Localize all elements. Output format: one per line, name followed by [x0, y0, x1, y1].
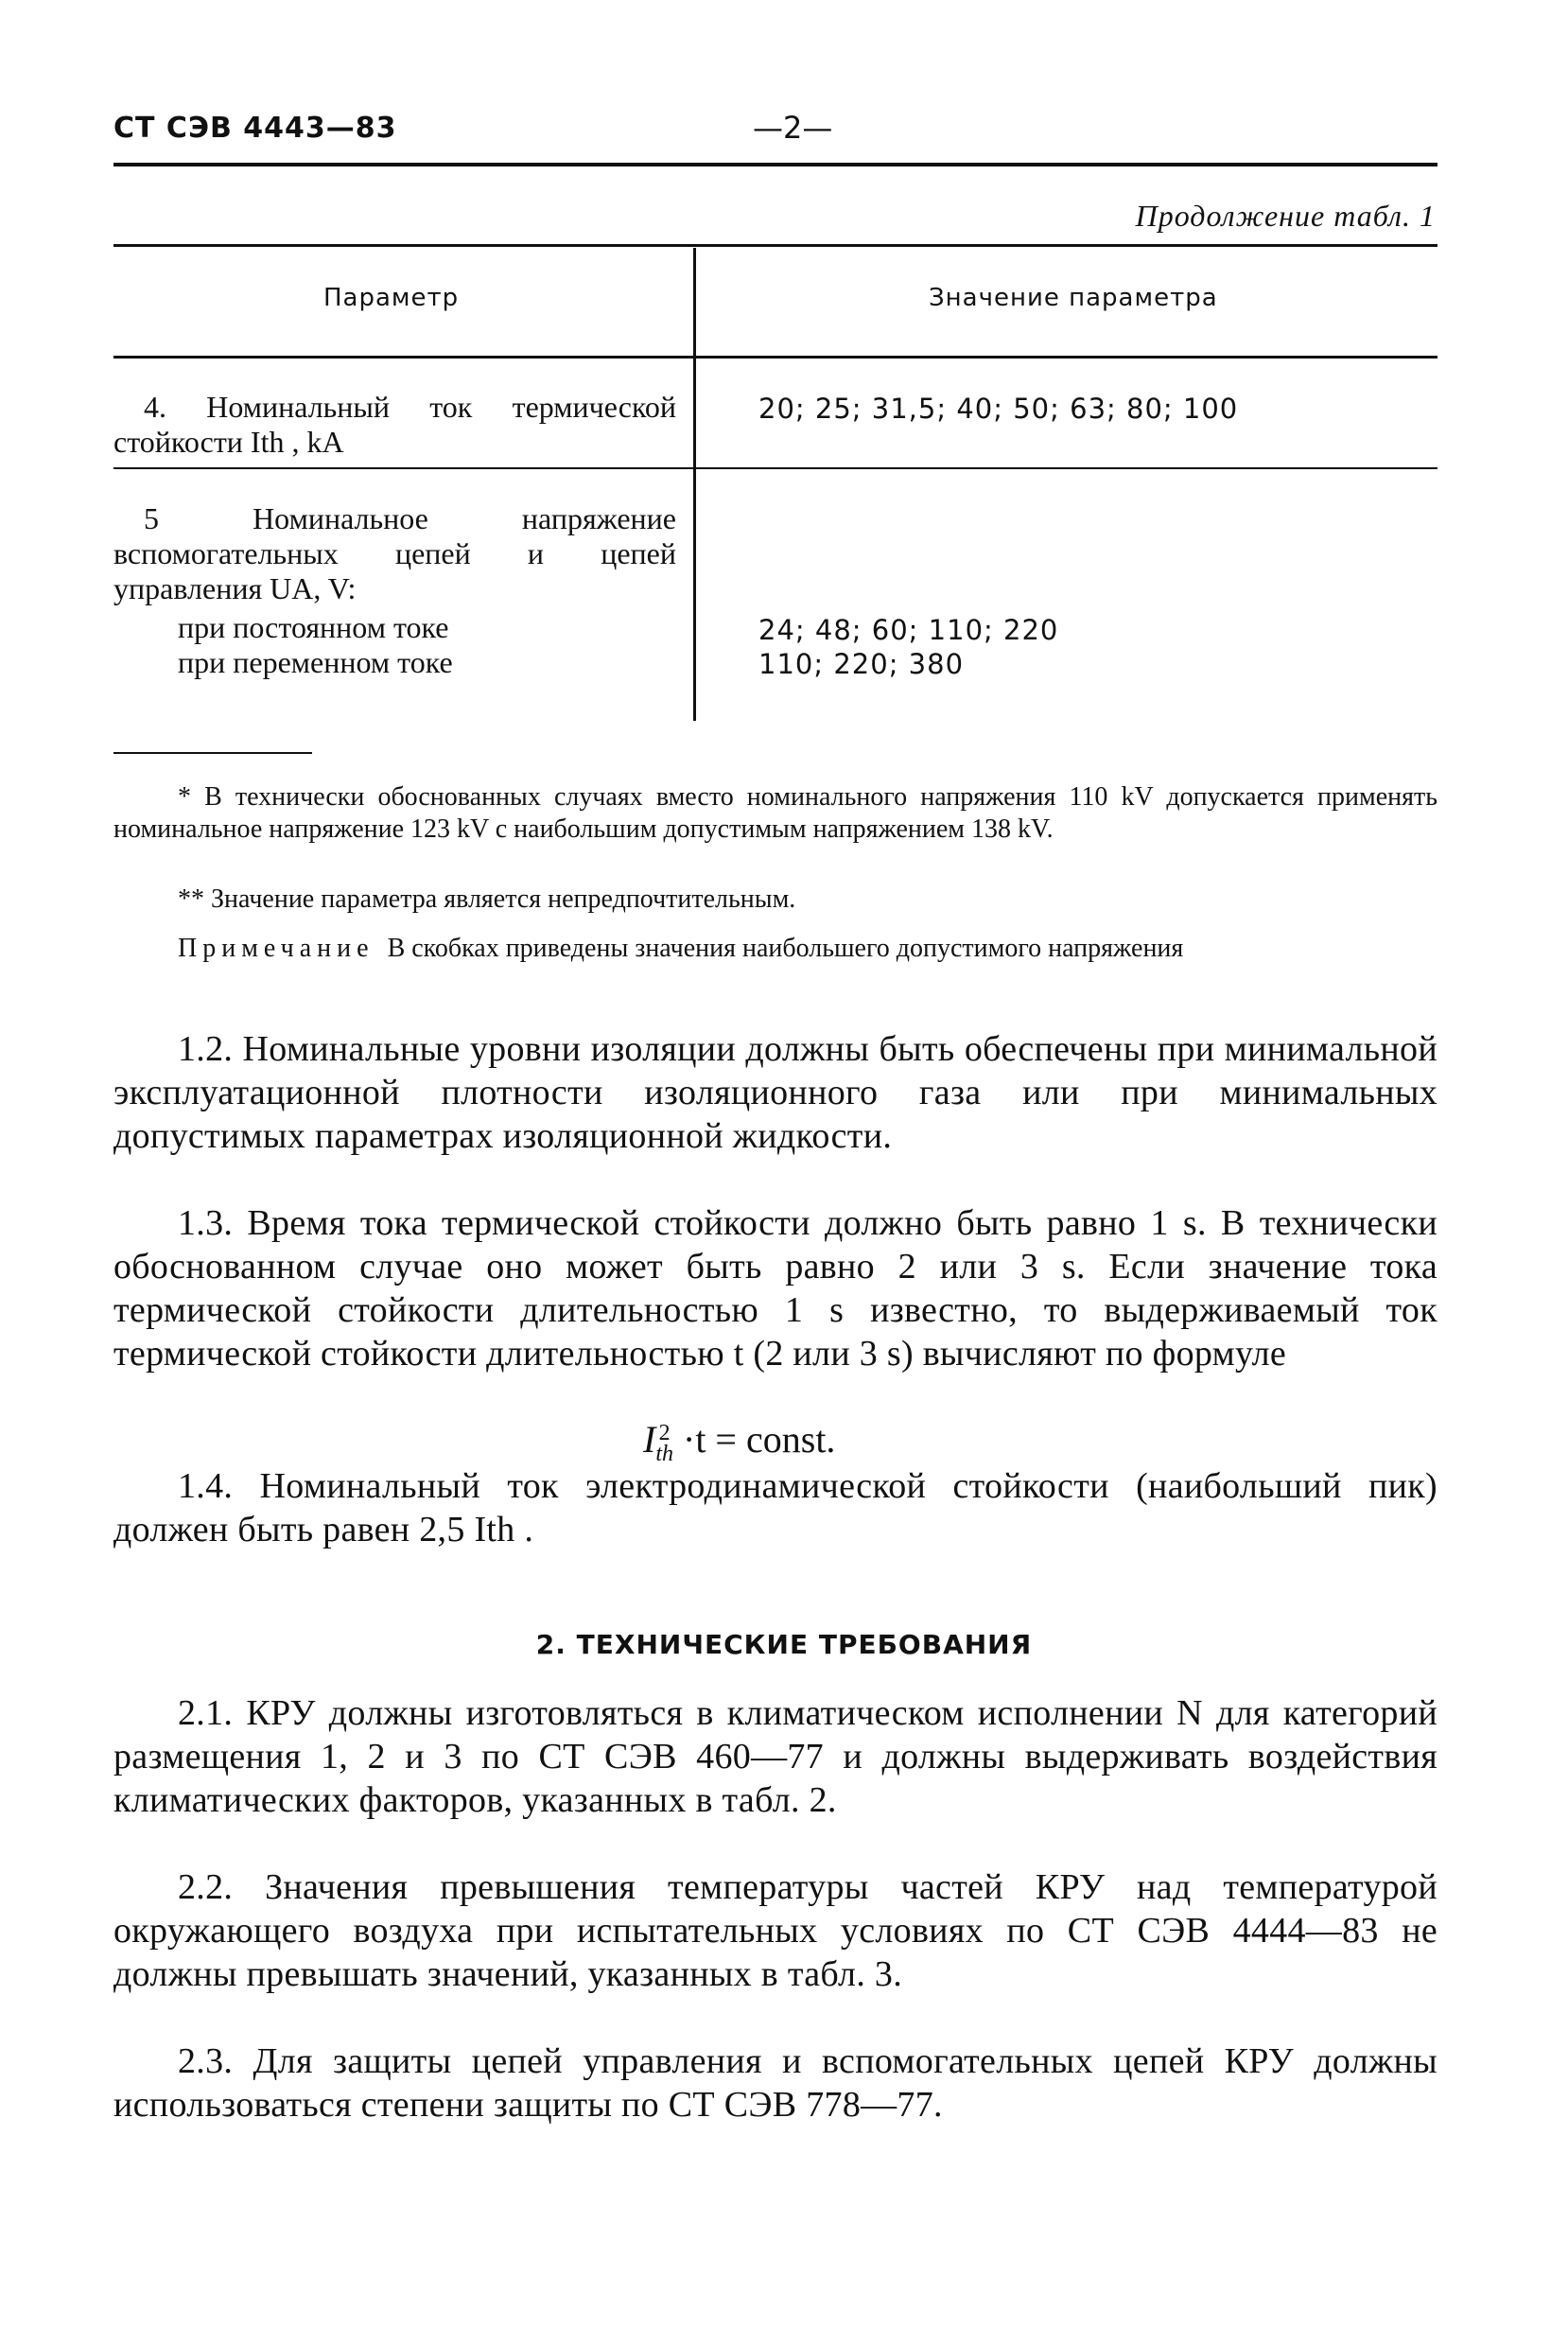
table-header-value: Значение параметра	[929, 284, 1218, 312]
table-row-param: 4. Номинальный ток термической стойкости Ith , kA	[113, 390, 676, 459]
table-row-param: 5 Номинальное напряжение вспомогательных цепей и цепей управления UA, V:	[113, 501, 676, 605]
formula: I 2 th ·t = const.	[643, 1418, 836, 1466]
table-subrow-param: при переменном токе	[178, 645, 453, 679]
paragraph-1-4: 1.4. Номинальный ток электродинамической стойкости (наибольший пик) должен быть равен 2,5 Ith .	[113, 1466, 1437, 1549]
table-column-divider	[693, 248, 696, 721]
table-top-border	[113, 244, 1437, 247]
footnote: * В технически обоснованных случаях вместо номинального напряжения 110 kV допускается применять номинальное напряжение 123 kV с наибольшим допустимым напряжением 138 kV.	[113, 782, 1437, 844]
paragraph-1-3: 1.3. Время тока термической стойкости должно быть равно 1 s. В технически обоснованном случае оно может быть равно 2 или 3 s. Если значение тока термической стойкости длительностью 1 s известно, то выдерживаемый ток термической стойкости длительностью t (2 или 3 s) вычисляют по формуле	[113, 1203, 1437, 1374]
table-subrow-param: при постоянном токе	[178, 610, 449, 644]
footnote: ** Значение параметра является непредпочтительным.	[178, 884, 796, 914]
table-remark	[113, 933, 1437, 965]
paragraph-2-2: 2.2. Значения превышения температуры частей КРУ над температурой окружающего воздуха при испытательных условиях по СТ СЭВ 4444—83 не должны превышать значений, указанных в табл. 3.	[113, 1867, 1437, 1994]
page-number: —2—	[753, 110, 833, 146]
table-header-param: Параметр	[323, 284, 460, 312]
paragraph-2-1: 2.1. КРУ должны изготовляться в климатическом исполнении N для категорий размещения 1, 2 и 3 по СТ СЭВ 460—77 и должны выдерживать воздействия климатических факторов, указанных в табл. 2.	[113, 1693, 1437, 1820]
paragraph-2-3: 2.3. Для защиты цепей управления и вспомогательных цепей КРУ должны использоваться степени защиты по СТ СЭВ 778—77.	[113, 2041, 1437, 2125]
paragraph-1-2: 1.2. Номинальные уровни изоляции должны быть обеспечены при минимальной эксплуатационной плотности изоляционного газа или при минимальных допустимых параметрах изоляционной жидкости.	[113, 1029, 1437, 1156]
table-row-value: 20; 25; 31,5; 40; 50; 63; 80; 100	[758, 393, 1239, 425]
remark-label: Примечание	[178, 934, 375, 963]
footnote-rule	[113, 752, 312, 754]
table-header-border	[113, 356, 1437, 359]
formula-rhs: ·t = const.	[683, 1418, 836, 1461]
table-subrow-value: 24; 48; 60; 110; 220	[758, 614, 1059, 646]
header-rule	[113, 163, 1437, 166]
table-row-border	[113, 467, 1437, 469]
remark-text: В скобках приведены значения наибольшего допустимого напряжения	[387, 934, 1184, 963]
standard-code: СТ СЭВ 4443—83	[113, 112, 397, 145]
table-subrow-value: 110; 220; 380	[758, 648, 965, 680]
table-continuation-label: Продолжение табл. 1	[1135, 199, 1436, 233]
section-title: 2. ТЕХНИЧЕСКИЕ ТРЕБОВАНИЯ	[535, 1629, 1033, 1660]
